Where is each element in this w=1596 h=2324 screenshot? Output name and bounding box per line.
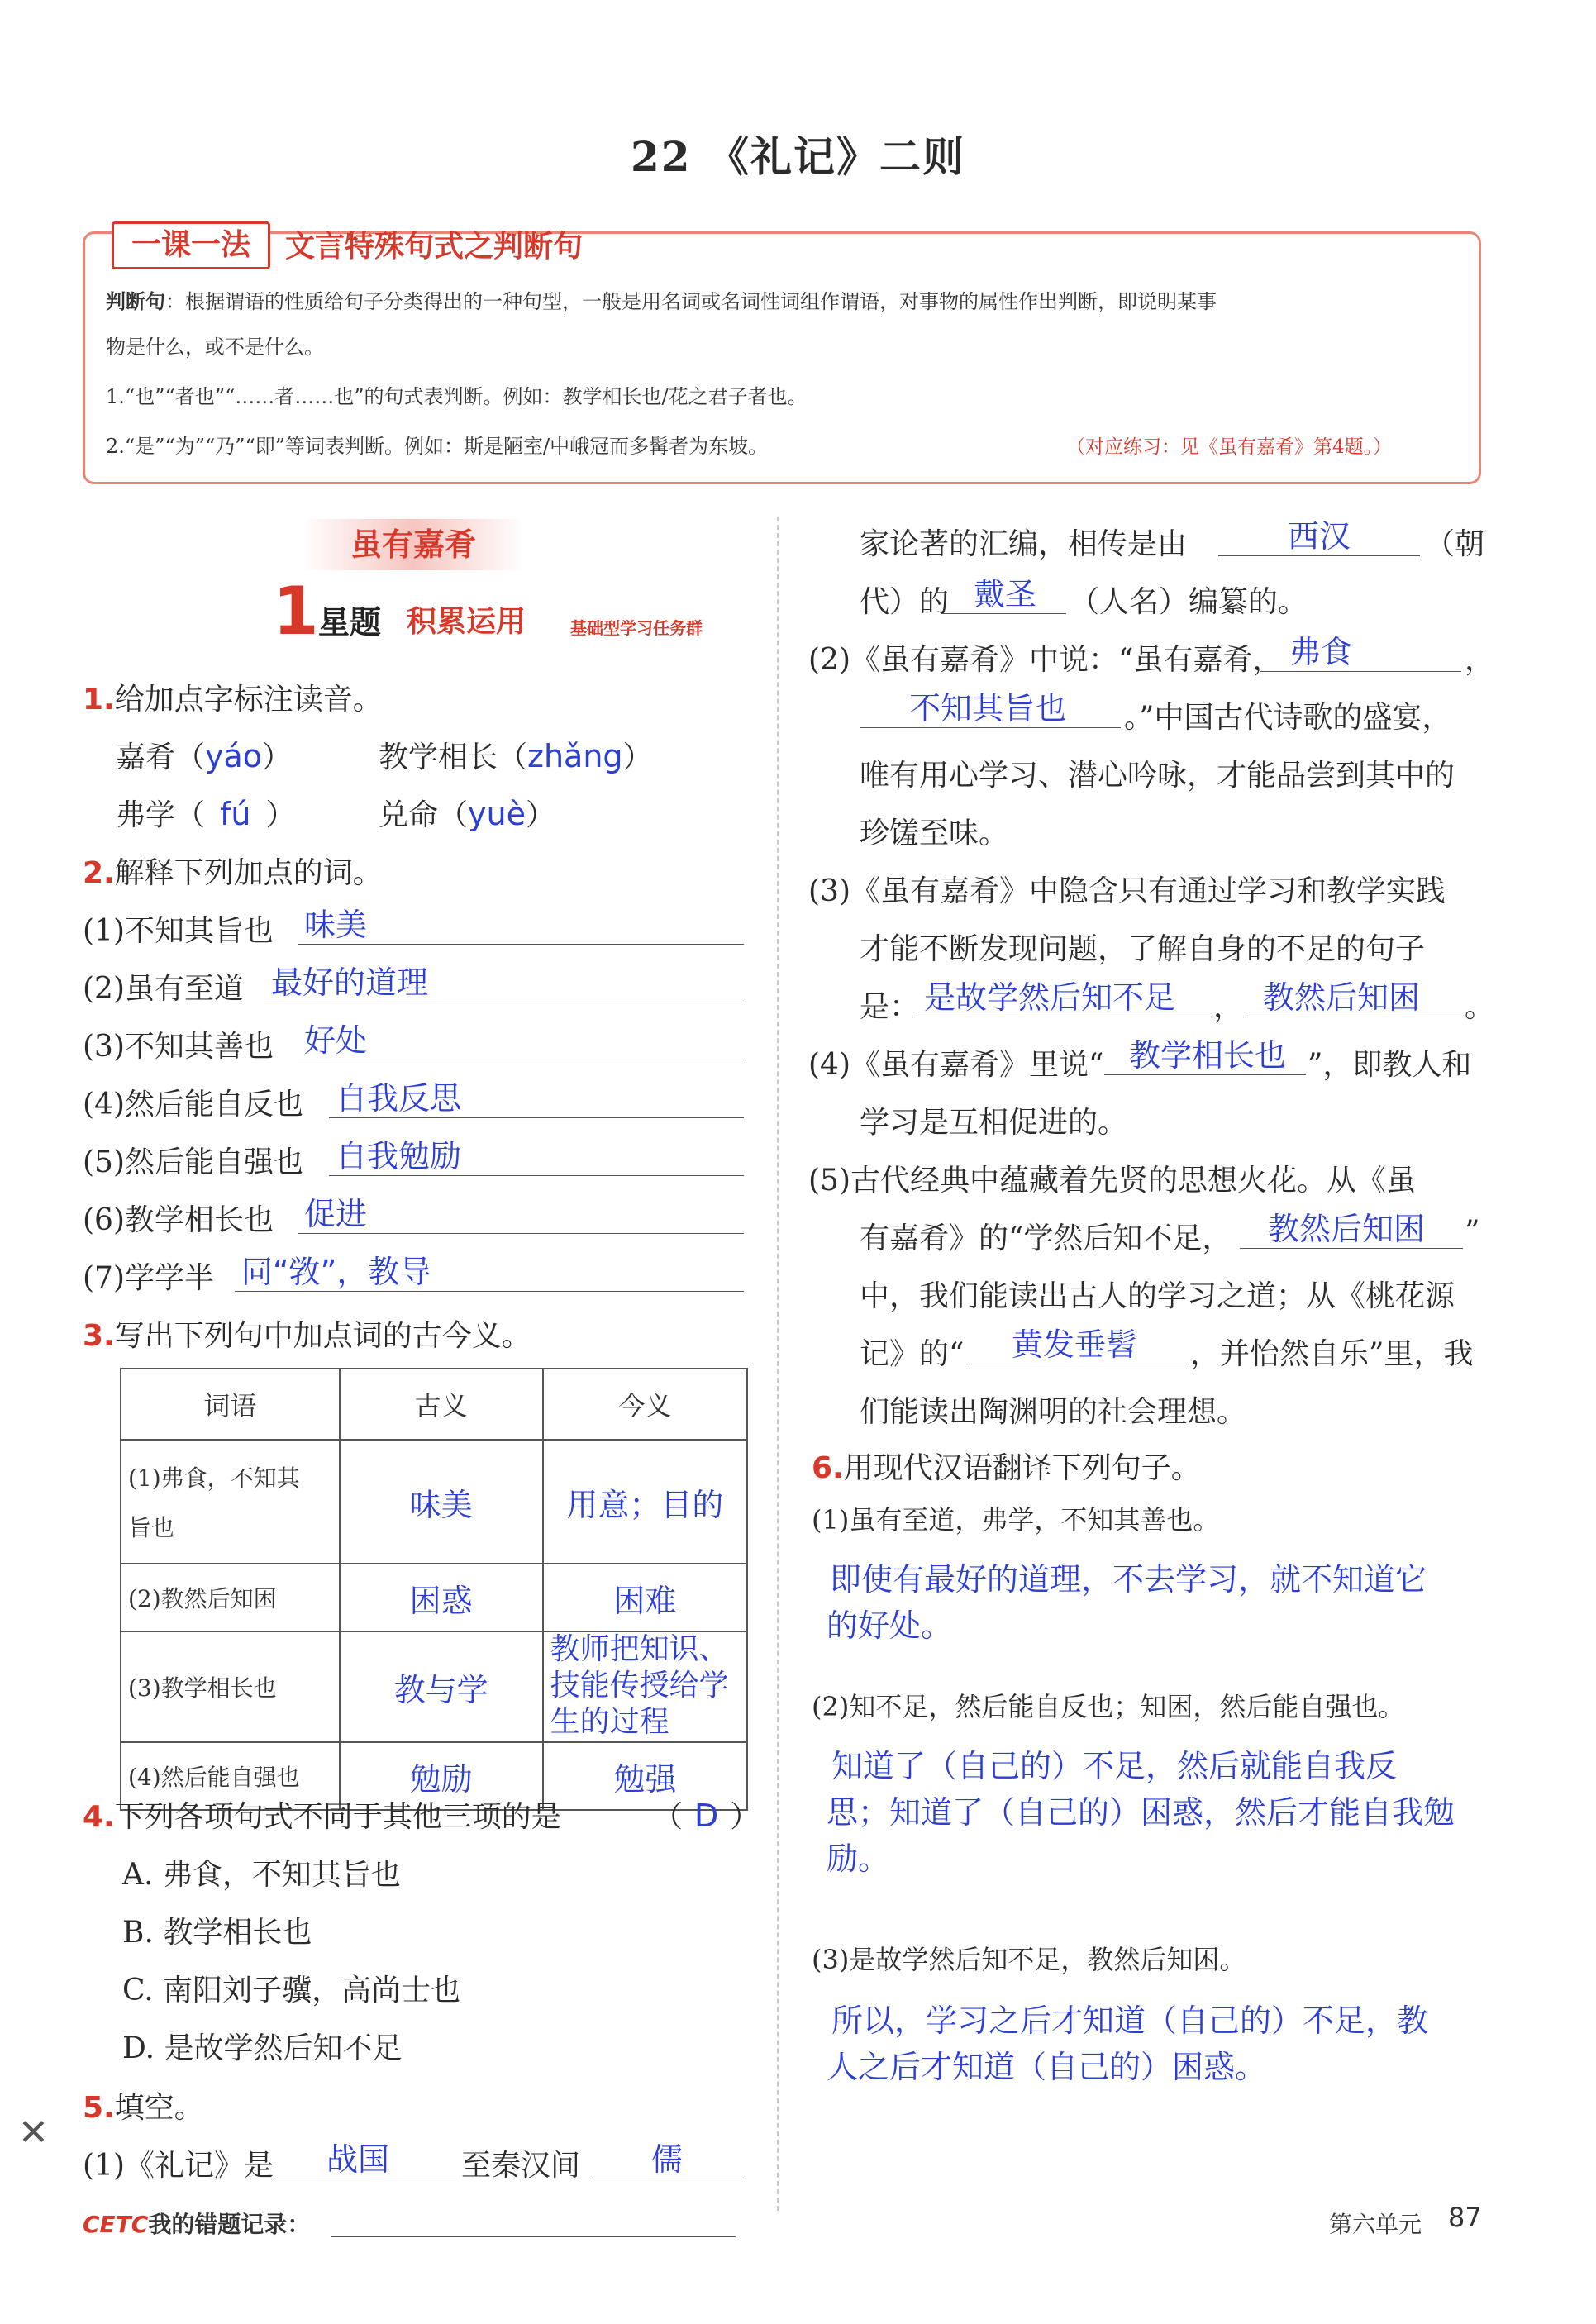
q5-p1-f: （人名）编纂的。 xyxy=(1070,585,1308,619)
q2-item-1-answer[interactable]: 味美 xyxy=(304,907,368,943)
q2-item-6-line xyxy=(298,1233,744,1234)
q1-item-3-answer[interactable]: fú xyxy=(220,796,251,832)
q2-item-2-answer[interactable]: 最好的道理 xyxy=(271,964,429,1001)
q2-stem xyxy=(83,850,383,892)
gujin-table xyxy=(120,1368,748,1811)
table-cell-word: (4)然后能自强也 xyxy=(121,1742,340,1810)
q5-p4-c: 学习是互相促进的。 xyxy=(860,1106,1128,1140)
q4-stem xyxy=(83,1793,561,1836)
q5-p2-c: 。”中国古代诗歌的盛宴， xyxy=(1124,701,1452,735)
q1-item-3-post: ） xyxy=(265,798,296,832)
q5-p4-answer[interactable]: 教学相长也 xyxy=(1129,1037,1287,1074)
q2-item-7-label: (7)学学半 xyxy=(83,1261,214,1295)
q5-p1-b: 至秦汉间 xyxy=(461,2149,581,2183)
table-answer-old[interactable]: 勉励 xyxy=(409,1760,473,1798)
q6-answer-2-line-3[interactable]: 励。 xyxy=(827,1841,890,1877)
q5-p2-answer-1[interactable]: 弗食 xyxy=(1289,634,1353,670)
q5-p1-line-3 xyxy=(1218,555,1420,556)
q5-p1-answer-2[interactable]: 儒 xyxy=(651,2141,684,2178)
q5-p5-f: ，并怡然自乐”里，我 xyxy=(1190,1337,1474,1371)
q5-p5-e: 记》的“ xyxy=(860,1337,965,1371)
table-cell-now xyxy=(543,1440,747,1564)
q4-text: 下列各项句式不同于其他三项的是 xyxy=(114,1800,561,1834)
q5-p3-a: (3)《虽有嘉肴》中隐含只有通过学习和教学实践 xyxy=(808,874,1446,908)
q1-item-1-post: ） xyxy=(262,741,293,774)
table-row xyxy=(121,1440,747,1564)
table-answer-old[interactable]: 教与学 xyxy=(393,1671,488,1708)
q3-stem xyxy=(83,1312,531,1355)
q5-p2-line-2 xyxy=(860,727,1121,728)
page-title: 22 《礼记》二则 xyxy=(631,132,965,181)
q3-number: 3. xyxy=(83,1319,115,1353)
star-subtitle: 积累运用 xyxy=(407,605,526,639)
q1-text: 给加点字标注读音。 xyxy=(114,683,383,717)
method-def-line1: ：根据谓语的性质给句子分类得出的一种句型，一般是用名词或名词性词组作谓语，对事物的属性作出判断，即说明某事 xyxy=(165,290,1217,313)
q4-paren-right: ） xyxy=(730,1800,760,1834)
q5-p2-b: ， xyxy=(1465,643,1495,677)
q5-p5-g: 们能读出陶渊明的社会理想。 xyxy=(860,1395,1247,1429)
q5-p1-answer-4[interactable]: 戴圣 xyxy=(974,576,1037,612)
q5-p1-e: 代）的 xyxy=(860,585,950,619)
q2-item-1-label: (1)不知其旨也 xyxy=(83,914,274,948)
q5-p5-a: (5)古代经典中蕴藏着先贤的思想火花。从《虽 xyxy=(808,1164,1416,1198)
error-record-label: 我的错题记录： xyxy=(148,2211,311,2238)
column-divider xyxy=(777,517,779,2211)
q5-p2-a: (2)《虽有嘉肴》中说：“虽有嘉肴， xyxy=(808,643,1283,677)
q5-p1-answer-1[interactable]: 战国 xyxy=(326,2141,390,2178)
q5-p4-b: ”，即教人和 xyxy=(1308,1048,1472,1082)
q1-item-4-pre: 兑命（ xyxy=(379,798,469,832)
q2-item-5-answer[interactable]: 自我勉励 xyxy=(336,1138,462,1174)
method-definition xyxy=(106,285,1217,314)
q6-sentence-2: (2)知不足，然后能自反也；知困，然后能自强也。 xyxy=(812,1691,1405,1722)
q5-p5-b: 有嘉肴》的“学然后知不足， xyxy=(860,1222,1232,1255)
q2-number: 2. xyxy=(83,856,115,890)
q6-sentence-1: (1)虽有至道，弗学，不知其善也。 xyxy=(812,1504,1220,1536)
q4-number: 4. xyxy=(83,1800,115,1834)
q5-text: 填空。 xyxy=(114,2091,204,2125)
q2-item-7-line xyxy=(235,1291,744,1292)
q2-item-4-answer[interactable]: 自我反思 xyxy=(336,1080,462,1117)
star-number: 1 xyxy=(273,573,319,650)
q4-choice-paren xyxy=(653,1793,760,1836)
table-answer-old[interactable]: 困惑 xyxy=(409,1582,473,1619)
error-record xyxy=(83,2207,310,2240)
q5-p2-d: 唯有用心学习、潜心吟咏，才能品尝到其中的 xyxy=(860,759,1455,793)
star-label: 星题 xyxy=(318,604,382,641)
method-rule-2: 2.“是”“为”“乃”“即”等词表判断。例如：斯是陋室/中峨冠而多髯者为东坡。 xyxy=(106,435,769,458)
q6-answer-1-line-1[interactable]: 即使有最好的道理，不去学习，就不知道它 xyxy=(830,1561,1427,1598)
table-cell-old xyxy=(340,1564,543,1631)
q5-p5-d: 中，我们能读出古人的学习之道；从《桃花源 xyxy=(860,1279,1455,1313)
q5-p3-answer-2[interactable]: 教然后知困 xyxy=(1263,979,1421,1016)
q5-p4-line xyxy=(1104,1074,1306,1075)
q5-p3-c: 是： xyxy=(860,990,920,1024)
q1-item-1-pre: 嘉肴（ xyxy=(116,741,206,774)
q5-stem xyxy=(83,2084,204,2126)
q1-item-4-post: ） xyxy=(525,798,555,832)
q6-answer-1-line-2[interactable]: 的好处。 xyxy=(827,1607,953,1644)
q6-text: 用现代汉语翻译下列句子。 xyxy=(843,1451,1201,1485)
table-header: 词语 xyxy=(121,1369,340,1440)
q5-p1-line-4 xyxy=(942,613,1066,614)
q2-item-5-label: (5)然后能自强也 xyxy=(83,1145,303,1179)
q1-item-3 xyxy=(116,792,296,834)
star-tag: 基础型学习任务群 xyxy=(570,618,703,638)
q4-answer[interactable]: D xyxy=(694,1798,719,1834)
margin-mark: ✕ xyxy=(18,2112,49,2154)
q5-p2-e: 珍馐至味。 xyxy=(860,817,1009,850)
q2-item-4-label: (4)然后能自反也 xyxy=(83,1088,303,1122)
word-line-2: 旨也 xyxy=(128,1514,175,1541)
q5-p5-answer-1[interactable]: 教然后知困 xyxy=(1268,1211,1426,1247)
q1-item-3-pre: 弗学（ xyxy=(116,798,206,832)
q2-item-2-label: (2)虽有至道 xyxy=(83,972,244,1006)
error-record-line[interactable] xyxy=(331,2236,736,2237)
q5-p3-answer-1[interactable]: 是故学然后知不足 xyxy=(924,979,1176,1016)
q5-p5-c: ” xyxy=(1465,1215,1480,1249)
q6-answer-2-line-1[interactable]: 知道了（自己的）不足，然后就能自我反 xyxy=(831,1748,1398,1784)
brand-logo: CETC xyxy=(83,2211,149,2238)
q6-answer-3-line-1[interactable]: 所以，学习之后才知道（自己的）不足，教 xyxy=(831,2003,1429,2039)
q1-item-2-post: ） xyxy=(622,741,653,774)
q2-item-7-answer[interactable]: 同“敩”，教导 xyxy=(241,1254,431,1290)
table-row xyxy=(121,1631,747,1742)
q4-option-c: C. 南阳刘子骥，高尚士也 xyxy=(122,1974,461,2007)
q3-text: 写出下列句中加点词的古今义。 xyxy=(114,1319,531,1353)
q1-item-2-answer[interactable]: zhǎng xyxy=(527,738,623,774)
unit-label: 第六单元 xyxy=(1329,2211,1422,2238)
q5-p2-line-1 xyxy=(1260,671,1461,672)
q2-item-1-line xyxy=(298,944,744,945)
q5-p1-d: （朝 xyxy=(1425,527,1485,561)
table-cell-now xyxy=(543,1564,747,1631)
q1-number: 1. xyxy=(83,683,115,717)
method-term: 判断句 xyxy=(106,289,165,313)
table-header-row xyxy=(121,1369,747,1440)
q4-option-a: A. 弗食，不知其旨也 xyxy=(122,1858,401,1892)
q6-answer-2-line-2[interactable]: 思；知道了（自己的）困惑，然后才能自我勉 xyxy=(827,1794,1455,1831)
q5-p1-a: (1)《礼记》是 xyxy=(83,2149,274,2183)
table-answer-now[interactable]: 勉强 xyxy=(613,1760,677,1798)
q6-sentence-3: (3)是故学然后知不足，教然后知困。 xyxy=(812,1944,1246,1975)
method-rule-1: 1.“也”“者也”“……者……也”的句式表判断。例如：教学相长也/花之君子者也。 xyxy=(106,385,808,408)
table-header: 古义 xyxy=(340,1369,543,1440)
q5-p5-answer-2[interactable]: 黄发垂髫 xyxy=(1012,1326,1138,1363)
q2-item-6-label: (6)教学相长也 xyxy=(83,1203,274,1237)
q5-p1-c: 家论著的汇编，相传是由 xyxy=(860,527,1188,561)
q1-item-4-answer[interactable]: yuè xyxy=(468,796,526,832)
table-cell-word xyxy=(121,1440,340,1564)
q4-paren-left: （ xyxy=(653,1800,684,1834)
table-answer-old[interactable]: 味美 xyxy=(409,1486,473,1523)
q6-answer-3-line-2[interactable]: 人之后才知道（自己的）困惑。 xyxy=(827,2049,1267,2085)
q2-item-5-line xyxy=(329,1175,744,1176)
q2-item-6-answer[interactable]: 促进 xyxy=(304,1196,368,1232)
method-tag: 一课一法 xyxy=(112,221,270,269)
q2-item-4-line xyxy=(329,1117,744,1118)
q4-option-b: B. 教学相长也 xyxy=(122,1916,312,1950)
q4-option-d: D. 是故学然后知不足 xyxy=(122,2031,403,2065)
table-cell-old xyxy=(340,1631,543,1742)
q5-p3-e: 。 xyxy=(1465,990,1495,1024)
q2-text: 解释下列加点的词。 xyxy=(114,856,383,890)
q2-item-3-label: (3)不知其善也 xyxy=(83,1030,274,1064)
table-cell-word: (3)教学相长也 xyxy=(121,1631,340,1742)
section-title: 虽有嘉肴 xyxy=(302,519,525,570)
page-number: 87 xyxy=(1448,2202,1482,2233)
table-answer-now[interactable]: 困难 xyxy=(613,1582,677,1619)
word-line-1: (1)弗食，不知其 xyxy=(128,1464,300,1492)
q5-number: 5. xyxy=(83,2091,115,2125)
q5-p2-answer-2[interactable]: 不知其旨也 xyxy=(909,690,1067,726)
table-row xyxy=(121,1564,747,1631)
method-heading: 文言特殊句式之判断句 xyxy=(285,230,584,264)
q5-p1-answer-3[interactable]: 西汉 xyxy=(1288,518,1351,555)
practice-note: （对应练习：见《虽有嘉肴》第4题。） xyxy=(1066,436,1393,458)
q5-p3-d: ， xyxy=(1213,990,1244,1024)
q6-stem xyxy=(812,1445,1201,1487)
q5-p5-line-1 xyxy=(1240,1248,1463,1249)
q5-p4-a: (4)《虽有嘉肴》里说“ xyxy=(808,1048,1104,1082)
table-cell-now xyxy=(543,1631,747,1742)
table-answer-now[interactable]: 教师把知识、技能传授给学生的过程 xyxy=(550,1632,729,1739)
table-header: 今义 xyxy=(543,1369,747,1440)
q2-item-3-answer[interactable]: 好处 xyxy=(304,1022,368,1059)
table-cell-old xyxy=(340,1440,543,1564)
q1-item-1 xyxy=(116,734,292,776)
q1-item-4 xyxy=(379,792,555,834)
q1-item-2 xyxy=(379,734,653,776)
q1-stem xyxy=(83,676,383,718)
q5-p3-b: 才能不断发现问题，了解自身的不足的句子 xyxy=(860,932,1426,966)
table-cell-word: (2)教然后知困 xyxy=(121,1564,340,1631)
method-def-line2: 物是什么，或不是什么。 xyxy=(106,336,324,359)
q1-item-1-answer[interactable]: yáo xyxy=(205,738,263,774)
q6-number: 6. xyxy=(812,1451,844,1485)
q1-item-2-pre: 教学相长（ xyxy=(379,741,528,774)
table-answer-now[interactable]: 用意；目的 xyxy=(566,1486,724,1523)
